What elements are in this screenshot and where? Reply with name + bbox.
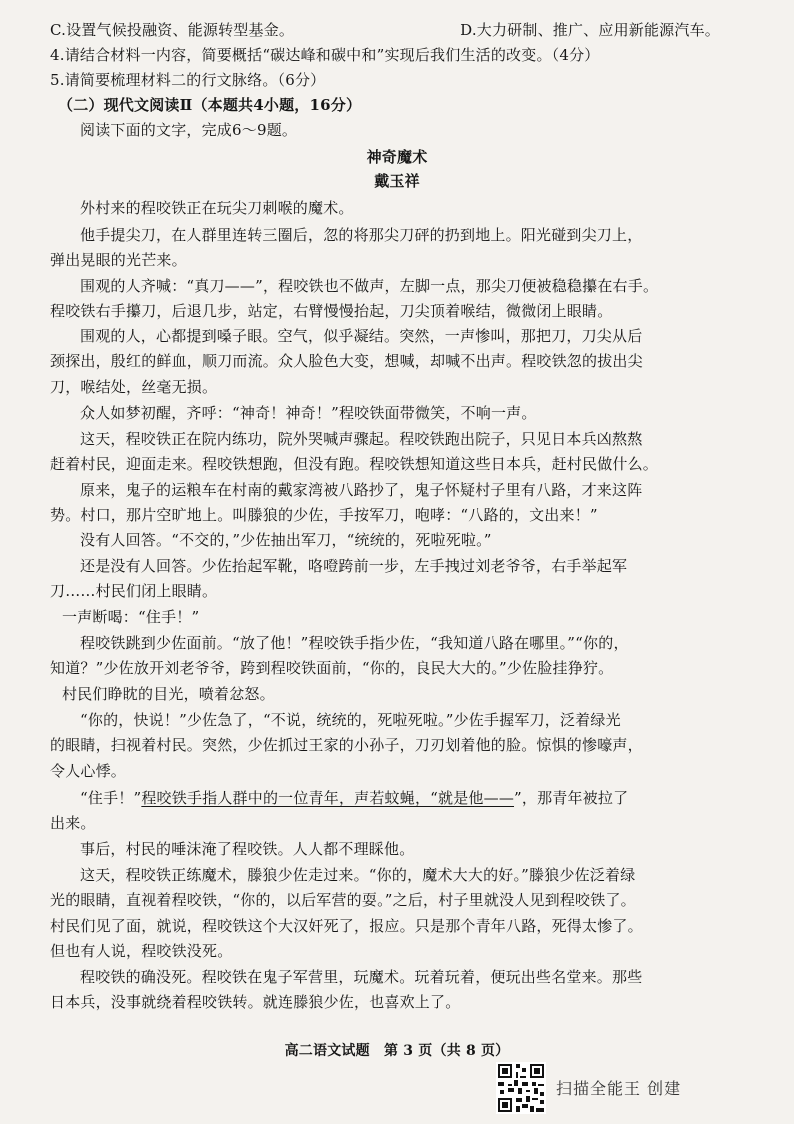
article-author: 戴玉祥 — [374, 172, 420, 190]
option-c: C.设置气候投融资、能源转型基金。 — [50, 21, 295, 39]
paragraph: 程咬铁跳到少佐面前。“放了他！”程咬铁手指少佐，“我知道八路在哪里。”“你的， — [80, 634, 629, 652]
underlined-passage: 程咬铁手指人群中的一位青年，声若蚊蝇，“就是他—— — [141, 789, 515, 807]
paragraph: 原来，鬼子的运粮车在村南的戴家湾被八路抄了，鬼子怀疑村子里有八路，才来这阵 — [80, 481, 643, 499]
paragraph: 一声断喝：“住手！” — [62, 608, 200, 626]
quote-text: “住手！” — [80, 789, 142, 807]
paragraph-line: 的眼睛，扫视着村民。突然，少佐抓过王家的小孙子，刀刃划着他的脸。惊惧的惨嚎声， — [50, 736, 643, 754]
article-title: 神奇魔术 — [366, 148, 428, 166]
quote-text: ”，那青年被拉了 — [514, 789, 629, 807]
answer-options-row — [50, 19, 744, 41]
page-footer: 高二语文试题 第 3 页（共 8 页） — [284, 1043, 510, 1059]
paragraph-line: 刀……村民们闭上眼睛。 — [50, 582, 218, 600]
question-4: 4.请结合材料一内容，简要概括“碳达峰和碳中和”实现后我们生活的改变。（4分） — [50, 46, 600, 64]
paragraph: 众人如梦初醒，齐呼：“神奇！神奇！”程咬铁面带微笑，不响一声。 — [80, 404, 537, 422]
qr-code-icon — [496, 1062, 546, 1114]
section-heading: （二）现代文阅读Ⅱ（本题共4小题，16分） — [58, 96, 362, 114]
paragraph: 事后，村民的唾沫淹了程咬铁。人人都不理睬他。 — [80, 840, 415, 858]
paragraph: 没有人回答。“不交的，”少佐抽出军刀，“统统的，死啦死啦。” — [80, 531, 492, 549]
paragraph: 这天，程咬铁正在院内练功，院外哭喊声骤起。程咬铁跑出院子，只见日本兵凶熬熬 — [80, 430, 643, 448]
paragraph-line: 令人心悸。 — [50, 762, 127, 780]
paragraph: 围观的人齐喊：“真刀——”，程咬铁也不做声，左脚一点，那尖刀便被稳稳攥在右手。 — [80, 277, 659, 295]
paragraph-line: 村民们见了面，就说，程咬铁这个大汉奸死了，报应。只是那个青年八路，死得太惨了。 — [50, 917, 643, 935]
paragraph-line: 颈探出，殷红的鲜血，顺刀而流。众人脸色大变，想喊，却喊不出声。程咬铁忽的拔出尖 — [50, 352, 643, 370]
section-instruction: 阅读下面的文字，完成6～9题。 — [80, 121, 298, 139]
paragraph-line: 势。村口，那片空旷地上。叫滕狼的少佐，手按军刀，咆哮：“八路的，文出来！” — [50, 506, 598, 524]
paragraph: 程咬铁的确没死。程咬铁在鬼子军营里，玩魔术。玩着玩着，便玩出些名堂来。那些 — [80, 968, 643, 986]
paragraph-line: 光的眼睛，直视着程咬铁，“你的，以后军营的耍。”之后，村子里就没人见到程咬铁了。 — [50, 891, 636, 909]
paragraph-line: 赶着村民，迎面走来。程咬铁想跑，但没有跑。程咬铁想知道这些日本兵，赶村民做什么。 — [50, 455, 659, 473]
paragraph-line: 日本兵，没事就绕着程咬铁转。就连滕狼少佐，也喜欢上了。 — [50, 993, 461, 1011]
paragraph-line: 程咬铁右手攥刀，后退几步，站定，右臂慢慢抬起，刀尖顶着喉结，微微闭上眼睛。 — [50, 302, 613, 320]
paragraph: “你的，快说！”少佐急了，“不说，统统的，死啦死啦。”少佐手握军刀，泛着绿光 — [80, 711, 621, 729]
scanner-watermark: 扫描全能王 创建 — [556, 1079, 682, 1098]
paragraph-line: 刀，喉结处，丝毫无损。 — [50, 378, 218, 396]
paragraph: 这天，程咬铁正练魔术，滕狼少佐走过来。“你的，魔术大大的好。”滕狼少佐泛着绿 — [80, 866, 636, 884]
paragraph: 外村来的程咬铁正在玩尖刀刺喉的魔术。 — [80, 199, 354, 217]
paragraph: 围观的人，心都提到嗓子眼。空气，似乎凝结。突然，一声惨叫，那把刀，刀尖从后 — [80, 327, 643, 345]
paragraph: 他手提尖刀，在人群里连转三圈后，忽的将那尖刀砰的扔到地上。阳光碰到尖刀上， — [80, 226, 643, 244]
paragraph-line: 出来。 — [50, 814, 96, 832]
paragraph-line: 但也有人说，程咬铁没死。 — [50, 942, 233, 960]
paragraph-line: 知道？”少佐放开刘老爷爷，跨到程咬铁面前，“你的，良民大大的。”少佐脸挂狰狞。 — [50, 659, 614, 677]
paragraph-line: 弹出晃眼的光芒来。 — [50, 251, 187, 269]
question-5: 5.请简要梳理材料二的行文脉络。（6分） — [50, 71, 326, 89]
option-d: D.大力研制、推广、应用新能源汽车。 — [460, 21, 720, 39]
paragraph: 还是没有人回答。少佐抬起军靴，咯噔跨前一步，左手拽过刘老爷爷，右手举起军 — [80, 557, 628, 575]
paragraph — [80, 787, 744, 809]
paragraph: 村民们睁眈的目光，喷着忿怒。 — [62, 685, 275, 703]
